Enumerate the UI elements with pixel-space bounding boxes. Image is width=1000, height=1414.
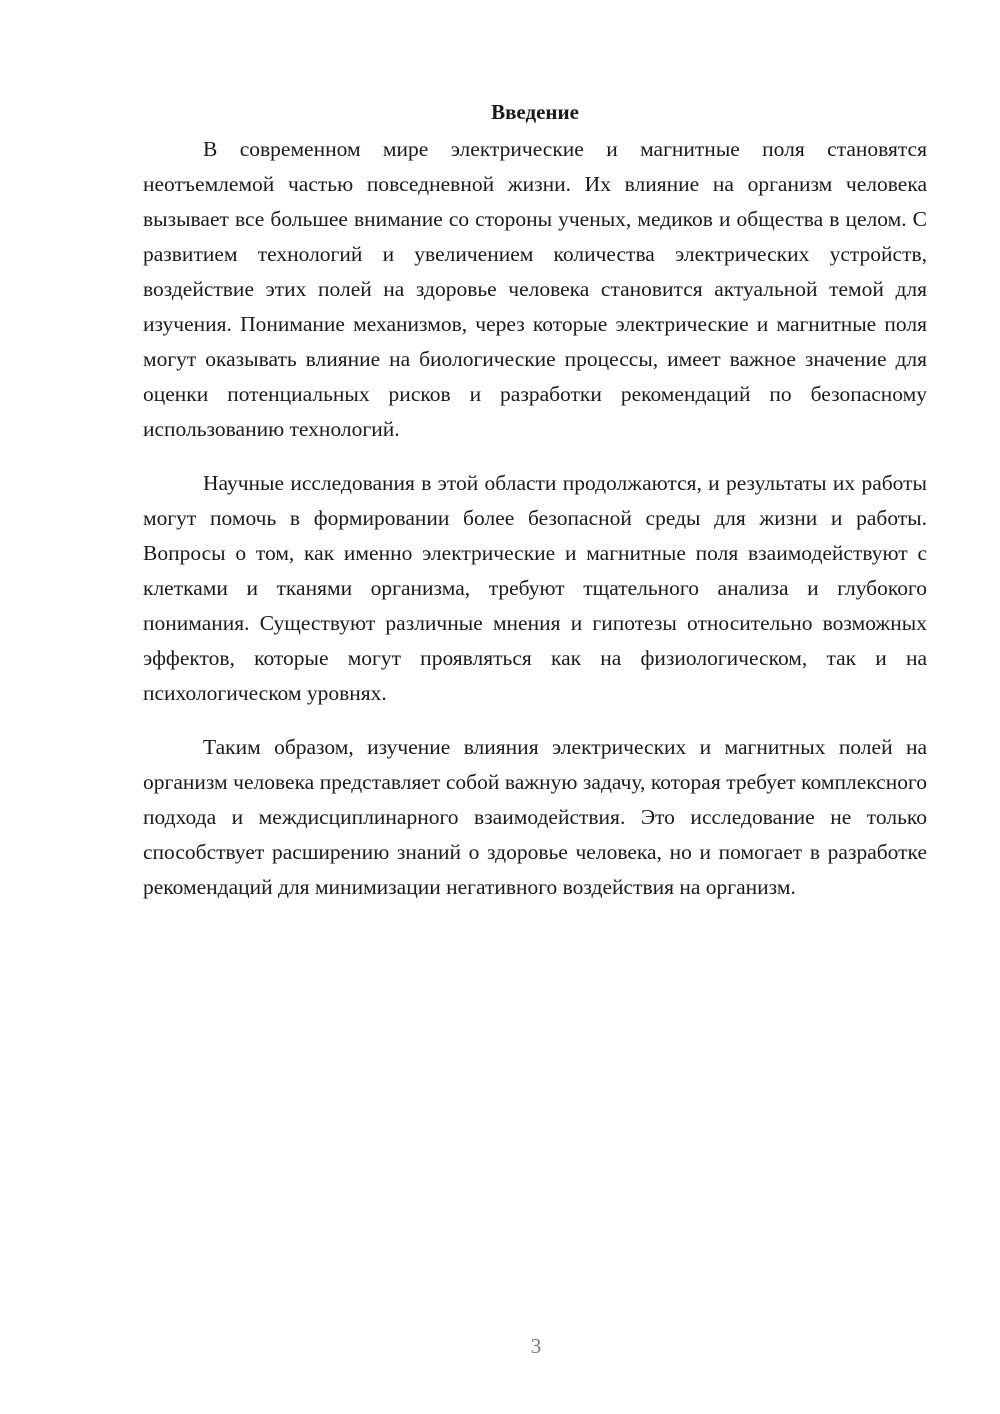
page-number: 3	[530, 1334, 542, 1358]
paragraph-1: В современном мире электрические и магнитные поля становятся неотъемлемой частью повседневной жизни. Их влияние на организм человека вызывает все большее внимание со стороны ученых, медиков и общества в целом. С развитием технологий и увеличением количества электрических устройств, воздействие этих полей на здоровье человека становится актуальной темой для изучения. Понимание механизмов, через которые электрические и магнитные поля могут оказывать влияние на биологические процессы, имеет важное значение для оценки потенциальных рисков и разработки рекомендаций по безопасному использованию технологий.	[143, 137, 927, 441]
page-content	[143, 98, 927, 905]
paragraph-2: Научные исследования в этой области продолжаются, и результаты их работы могут помочь в формировании более безопасной среды для жизни и работы. Вопросы о том, как именно электрические и магнитные поля взаимодействуют с клетками и тканями организма, требуют тщательного анализа и глубокого понимания. Существуют различные мнения и гипотезы относительно возможных эффектов, которые могут проявляться как на физиологическом, так и на психологическом уровнях.	[143, 471, 927, 705]
section-title: Введение	[491, 100, 579, 124]
paragraph-3: Таким образом, изучение влияния электрических и магнитных полей на организм человека представляет собой важную задачу, которая требует комплексного подхода и междисциплинарного взаимодействия. Это исследование не только способствует расширению знаний о здоровье человека, но и помогает в разработке рекомендаций для минимизации негативного воздействия на организм.	[143, 735, 927, 899]
